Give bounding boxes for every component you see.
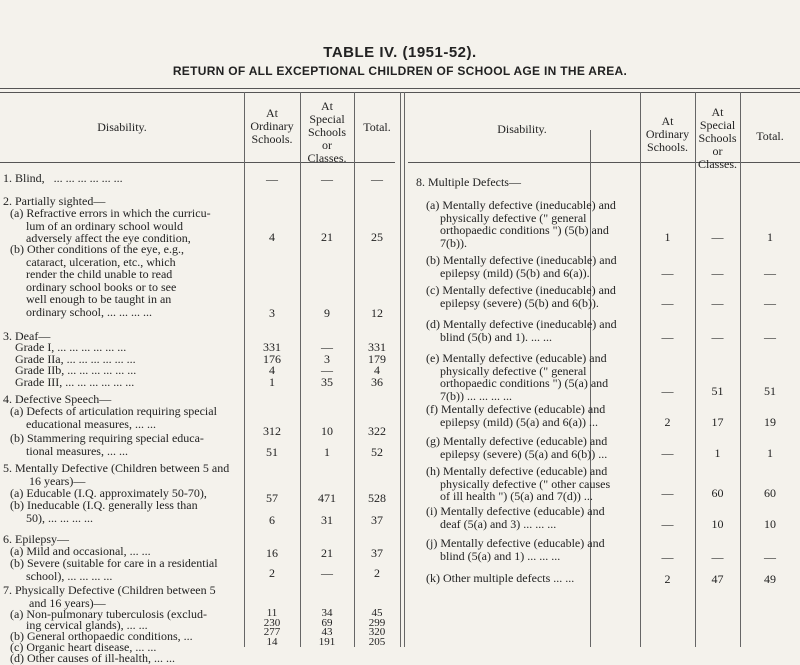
cell: 1: [767, 446, 773, 460]
header-total-right: Total.: [756, 129, 784, 143]
row-2b: (b) Other conditions of the eye, e.g., cataract, ulceration, etc., which render the child unable to read ordinary school books or to see well enough to be taught in an ordinary school, ... ... ... ...: [10, 242, 184, 319]
row-8g: (g) Mentally defective (educable) and epilepsy (severe) (5(a) and 6(b)) ...: [426, 434, 608, 461]
cell: 17: [711, 415, 724, 429]
table-subtitle: RETURN OF ALL EXCEPTIONAL CHILDREN OF SCHOOL AGE IN THE AREA.: [172, 64, 628, 78]
row-8d: (d) Mentally defective (ineducable) and blind (5(b) and 1). ... ...: [426, 317, 617, 344]
deaf-grades: Grade I, ... ... ... ... ... ... Grade IIa, ... ... ... ... ... ... Grade IIb, ... ... ... ... ... ... Grade III, ... ... ... ... ... ...: [15, 340, 137, 389]
header-special: At Special Schools or Classes.: [307, 99, 347, 165]
cell: —: [711, 266, 724, 280]
cell: —: [321, 566, 333, 580]
cell: 60: [711, 486, 724, 500]
header-disability-right: Disability.: [497, 122, 547, 136]
cell: —: [661, 296, 674, 310]
deaf-special: — 3 — 35: [321, 340, 333, 389]
cell: —: [711, 550, 724, 564]
row-4b: (b) Stammering requiring special educa- tional measures, ... ...: [10, 431, 204, 458]
header-total: Total.: [363, 120, 391, 134]
cell: —: [371, 172, 383, 186]
cell: —: [711, 330, 724, 344]
cell: 10: [321, 424, 333, 438]
row-6a: (a) Mild and occasional, ... ...: [10, 544, 151, 558]
cell: 21: [321, 546, 333, 560]
cell: —: [764, 330, 776, 344]
cell: 37: [371, 513, 383, 527]
cell: —: [711, 296, 724, 310]
row-8k: (k) Other multiple defects ... ...: [426, 571, 575, 585]
cell: 37: [371, 546, 383, 560]
cell: —: [661, 330, 674, 344]
header-ordinary-right: At Ordinary Schools.: [645, 114, 690, 154]
cell: 312: [263, 424, 281, 438]
header-ordinary: At Ordinary Schools.: [250, 106, 294, 146]
cell: 21: [321, 230, 333, 244]
cell: —: [321, 172, 333, 186]
cell: —: [661, 384, 674, 398]
cell: 4: [269, 230, 275, 244]
cell: 51: [711, 384, 724, 398]
cell: 322: [368, 424, 386, 438]
row-8c: (c) Mentally defective (ineducable) and epilepsy (severe) (5(b) and 6(b)).: [426, 283, 616, 310]
cell: 51: [764, 384, 776, 398]
cell: 49: [764, 572, 776, 586]
cell: 2: [664, 415, 671, 429]
cell: 1: [767, 230, 773, 244]
row-8j: (j) Mentally defective (educable) and blind (5(a) and 1) ... ... ...: [426, 536, 605, 563]
cell: 1: [664, 230, 671, 244]
cell: 25: [371, 230, 383, 244]
cell: —: [661, 446, 674, 460]
row-5a: (a) Educable (I.Q. approximately 50-70),: [10, 486, 207, 500]
cell: 19: [764, 415, 776, 429]
cell: 10: [711, 517, 724, 531]
cell: 2: [374, 566, 380, 580]
cell: —: [711, 230, 724, 244]
row-8i: (i) Mentally defective (educable) and deaf (5(a) and 3) ... ... ...: [426, 504, 605, 531]
row-8b: (b) Mentally defective (ineducable) and epilepsy (mild) (5(b) and 6(a)).: [426, 253, 617, 280]
cell: 51: [266, 445, 278, 459]
cell: 52: [371, 445, 383, 459]
top-rule: [0, 88, 800, 89]
col-divider: [400, 92, 401, 647]
cell: 16: [266, 546, 278, 560]
col-divider: [404, 92, 405, 647]
section-epilepsy: 6. Epilepsy—: [3, 532, 69, 546]
section-physically-defective: 7. Physically Defective (Children between 5 and 16 years)—: [3, 583, 216, 610]
cell: —: [764, 266, 776, 280]
cell: —: [661, 486, 674, 500]
col-special-7: 34 69 43 191: [318, 607, 336, 648]
cell: 12: [371, 306, 383, 320]
cell: —: [661, 266, 674, 280]
row-8h: (h) Mentally defective (educable) and physically defective (" other causes of ill health ") (5(a) and 7(d)) ...: [426, 464, 611, 503]
cell: 1: [714, 446, 721, 460]
cell: 10: [764, 517, 776, 531]
cell: 2: [664, 572, 671, 586]
col-ordinary-7: 11 230 277 14: [263, 607, 281, 648]
cell: 6: [269, 513, 275, 527]
cell: 471: [318, 491, 336, 505]
cell: —: [661, 517, 674, 531]
section-speech: 4. Defective Speech—: [3, 392, 112, 406]
header-disability: Disability.: [97, 120, 147, 134]
row-5b: (b) Ineducable (I.Q. generally less than 50), ... ... ... ...: [10, 498, 198, 525]
cell: —: [661, 550, 674, 564]
row-2a: (a) Refractive errors in which the curricu- lum of an ordinary school would adversely affect the eye condition,: [10, 206, 211, 245]
cell: 3: [269, 306, 275, 320]
section-mentally-defective: 5. Mentally Defective (Children between 5 and 16 years)—: [3, 461, 230, 488]
cell: 9: [324, 306, 330, 320]
section-partially-sighted: 2. Partially sighted—: [3, 194, 106, 208]
deaf-ordinary: 331 176 4 1: [263, 340, 281, 389]
header-rule-right: [408, 162, 800, 163]
table-title: TABLE IV. (1951-52).: [323, 44, 477, 61]
cell: 60: [764, 486, 776, 500]
cell: —: [266, 172, 278, 186]
deaf-total: 331 179 4 36: [368, 340, 386, 389]
section-multiple-defects: 8. Multiple Defects—: [416, 175, 521, 189]
row-blind: 1. Blind, ... ... ... ... ... ...: [3, 171, 123, 185]
header-special-right: At Special Schools or Classes.: [698, 105, 737, 171]
cell: —: [764, 550, 776, 564]
row-7: (a) Non-pulmonary tuberculosis (exclud- ing cervical glands), ... ... (b) General orthopaedic conditions, ... (c) Organic heart disease, ... ... (d) Other causes of ill-health, ... ...: [10, 607, 207, 665]
col-total-7: 45 299 320 205: [368, 607, 386, 648]
cell: 1: [324, 445, 330, 459]
cell: 2: [269, 566, 275, 580]
row-4a: (a) Defects of articulation requiring special educational measures, ... ...: [10, 404, 217, 431]
row-8a: (a) Mentally defective (ineducable) and physically defective (" general orthopaedic conditions ") (5(b) and 7(b)).: [426, 198, 616, 250]
row-8e: (e) Mentally defective (educable) and physically defective (" general orthopaedic conditions ") (5(a) and 7(b)) ... ... ... ...: [426, 351, 609, 403]
cell: 57: [266, 491, 278, 505]
section-deaf: 3. Deaf—: [3, 329, 51, 343]
cell: —: [764, 296, 776, 310]
cell: 528: [368, 491, 386, 505]
cell: 47: [711, 572, 724, 586]
row-6b: (b) Severe (suitable for care in a residential school), ... ... ... ...: [10, 556, 218, 583]
cell: 31: [321, 513, 333, 527]
row-8f: (f) Mentally defective (educable) and epilepsy (mild) (5(a) and 6(a)) ...: [426, 402, 606, 429]
